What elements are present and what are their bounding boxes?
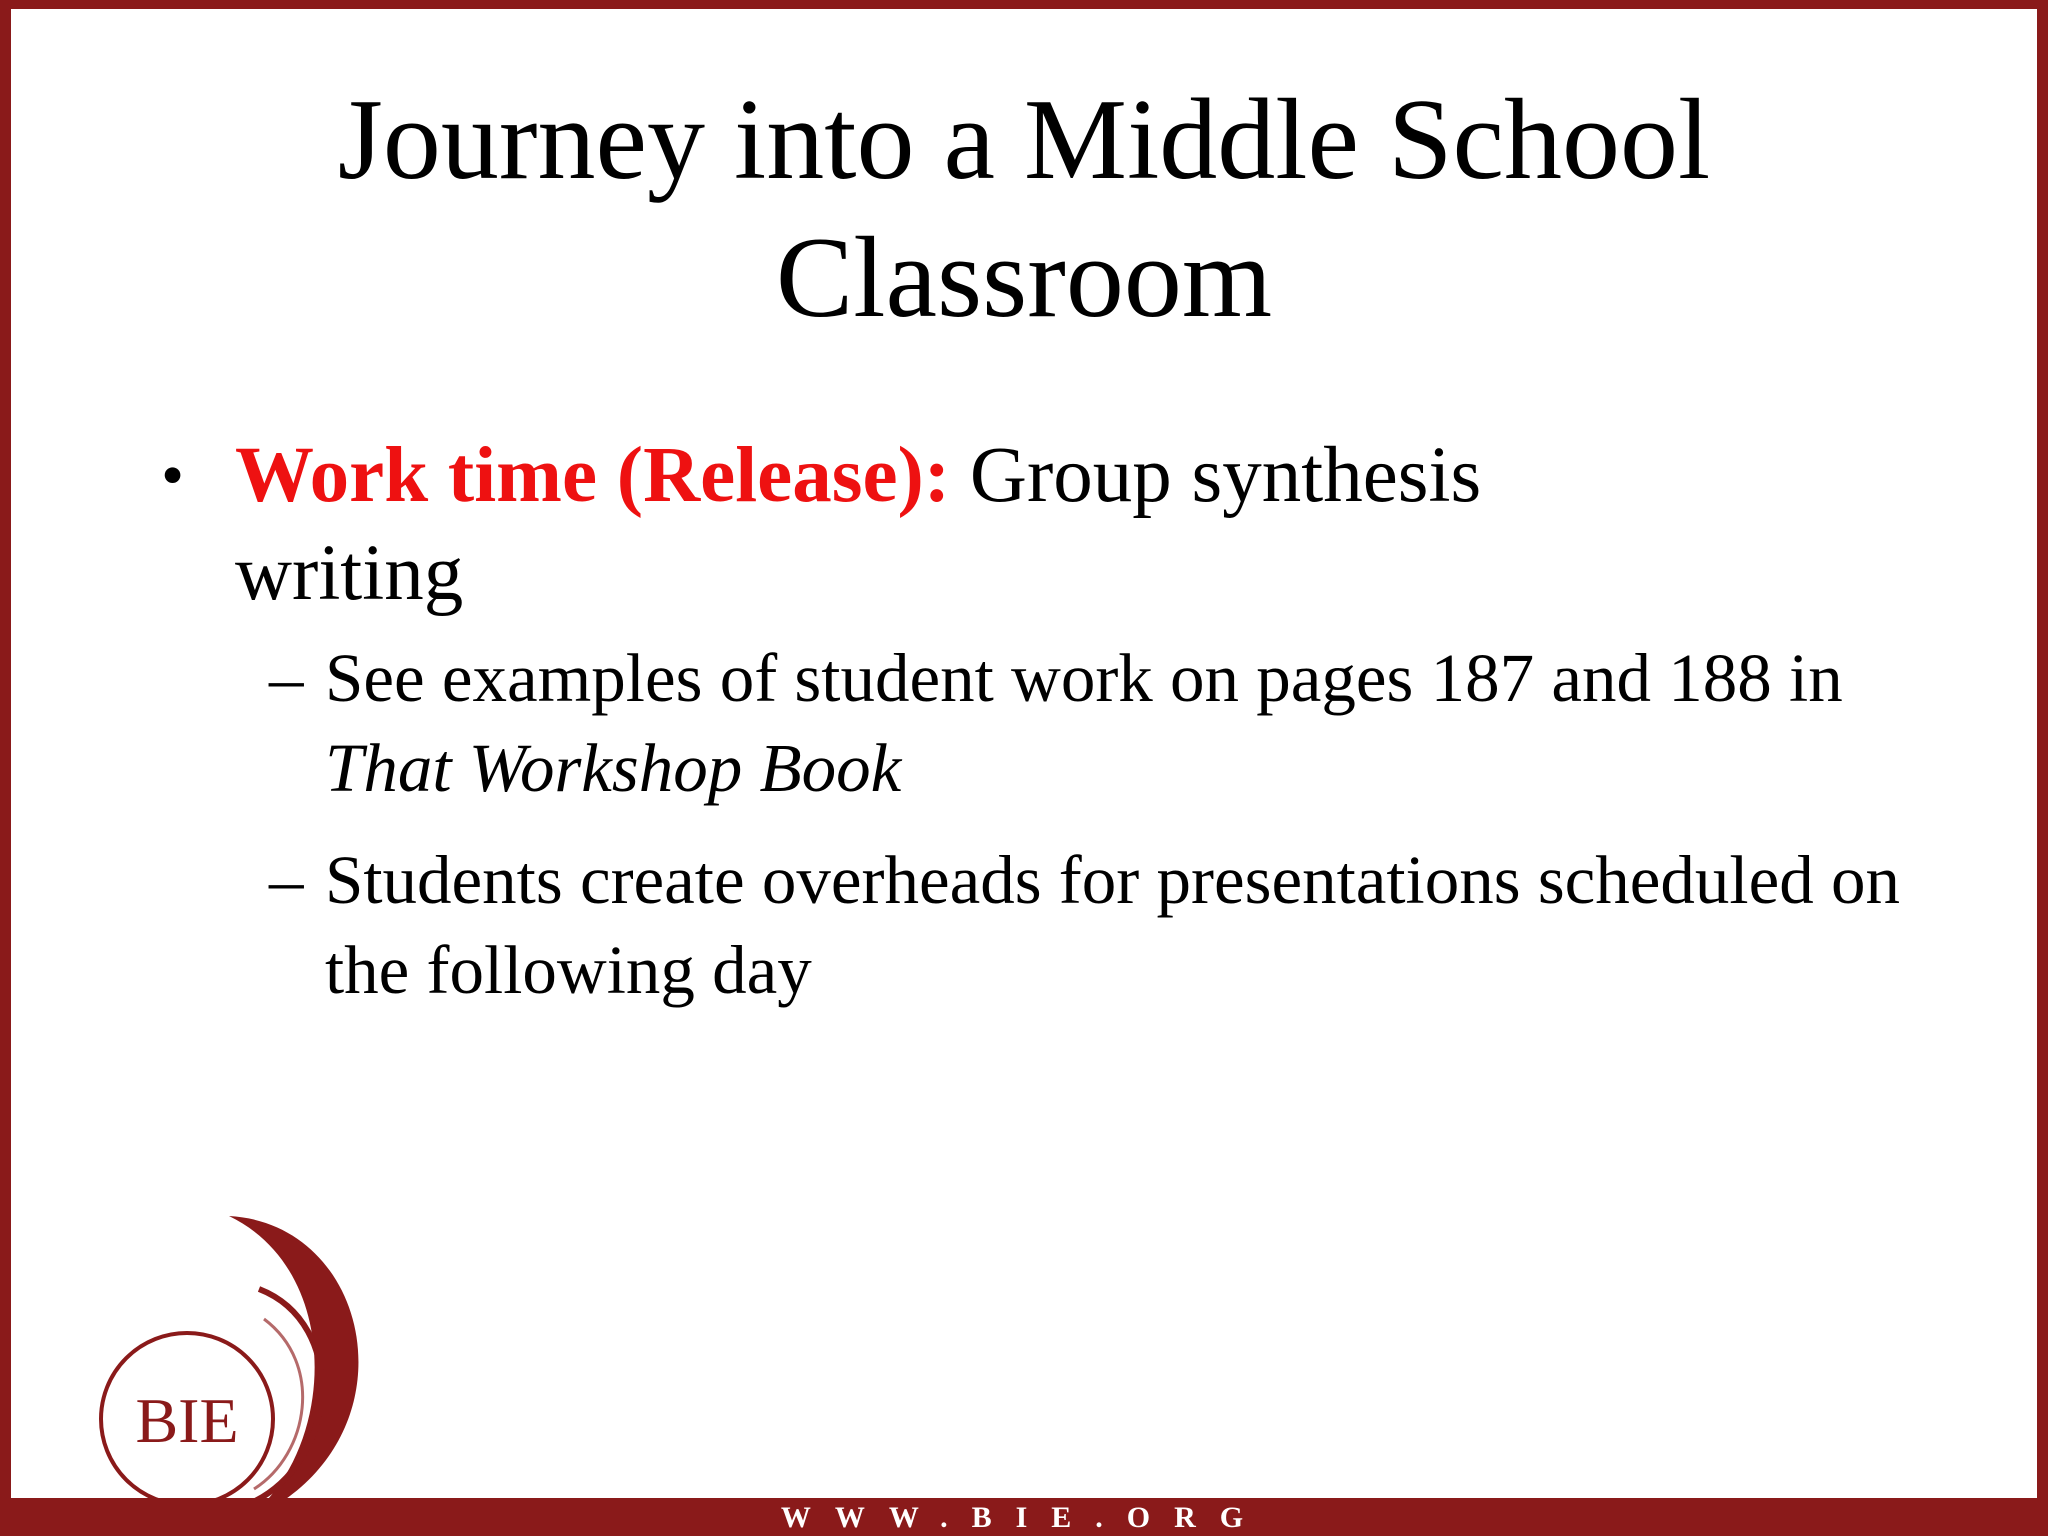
slide-title xyxy=(11,71,2037,347)
bullet-accent-text: Work time (Release): xyxy=(235,432,951,519)
subbullet-marker: – xyxy=(269,640,304,716)
subbullet-item xyxy=(161,633,1941,813)
slide-title-line-1: Journey into a Middle School xyxy=(337,76,1711,204)
slide-body xyxy=(161,427,1941,1015)
footer-url[interactable]: WWW.BIE.ORG xyxy=(780,1501,1268,1534)
book-title: That Workshop Book xyxy=(325,730,902,806)
subbullet-item xyxy=(161,835,1941,1015)
subbullet-text: See examples of student work on pages 187 and 188 in xyxy=(325,640,1843,716)
bullet-marker: • xyxy=(161,439,185,512)
bie-logo xyxy=(89,1204,389,1534)
subbullet-marker: – xyxy=(269,842,304,918)
bullet-item xyxy=(161,427,1941,623)
footer-bar xyxy=(11,1498,2037,1536)
logo-text: BIE xyxy=(135,1385,239,1456)
slide-title-line-2: Classroom xyxy=(775,214,1273,342)
subbullet-text: Students create overheads for presentations scheduled on the following day xyxy=(325,842,1900,1008)
bullet-text: Group synthesis xyxy=(950,432,1482,519)
bullet-text-continued: writing xyxy=(235,530,464,617)
